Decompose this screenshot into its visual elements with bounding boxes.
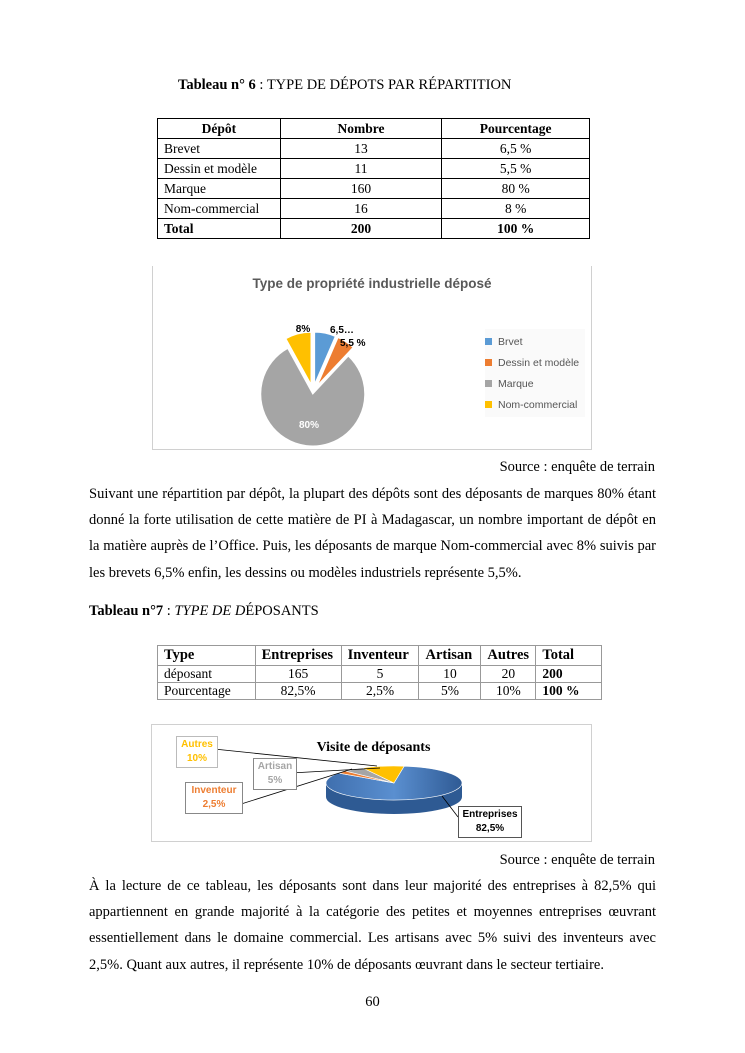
table-header: Type — [158, 646, 256, 666]
table6-caption: Tableau n° 6 : TYPE DE DÉPOTS PAR RÉPARTITION — [178, 77, 512, 93]
table-header: Entreprises — [255, 646, 341, 666]
table-cell: 6,5 % — [442, 139, 590, 159]
legend-item: Nom-commercial — [485, 394, 585, 415]
table-cell: 13 — [280, 139, 442, 159]
chart1-title: Type de propriété industrielle déposé — [252, 276, 492, 291]
table-cell: 5% — [419, 683, 481, 700]
table-cell: 5,5 % — [442, 159, 590, 179]
table-cell: Total — [158, 219, 281, 239]
table-cell: Brevet — [158, 139, 281, 159]
table-header: Dépôt — [158, 119, 281, 139]
table-cell: Pourcentage — [158, 683, 256, 700]
table-row — [158, 159, 590, 179]
table-cell: 160 — [280, 179, 442, 199]
callout-inventeur: Inventeur 2,5% — [185, 782, 243, 814]
table-row — [158, 199, 590, 219]
table7 — [157, 645, 602, 700]
callout-entreprises: Entreprises 82,5% — [458, 806, 522, 838]
table-header: Pourcentage — [442, 119, 590, 139]
table-cell: 2,5% — [341, 683, 419, 700]
table-header-row — [158, 119, 590, 139]
pie-data-label: 80% — [299, 420, 320, 431]
table-row — [158, 683, 602, 700]
table-header: Total — [536, 646, 602, 666]
table-header: Inventeur — [341, 646, 419, 666]
table-cell: 10 — [419, 666, 481, 683]
table-cell: 5 — [341, 666, 419, 683]
source-note: Source : enquête de terrain — [499, 852, 655, 868]
table-cell: 11 — [280, 159, 442, 179]
table-cell: 8 % — [442, 199, 590, 219]
table-header: Nombre — [280, 119, 442, 139]
pie-data-label: 5,5 % — [340, 338, 366, 349]
paragraph: Suivant une répartition par dépôt, la plupart des dépôts sont des déposants de marques 80% étant donné la forte utilisation de cette matière de PI à Madagascar, un nombre important de dépôt en la matière auprès de l’Office. Puis, les déposants de marque Nom-commercial avec 8% suivis par les brevets 6,5% enfin, les dessins ou modèles industriels représente 5,5%. — [89, 486, 656, 581]
table-cell: 82,5% — [255, 683, 341, 700]
table-row — [158, 179, 590, 199]
legend-item: Brvet — [485, 331, 585, 352]
paragraph: À la lecture de ce tableau, les déposants sont dans leur majorité des entreprises à 82,5% qui appartiennent en grande majorité à la catégorie des petites et moyennes entreprises œuvrant essentiellement dans le domaine commercial. Les artisans avec 5% suivi des inventeurs avec 2,5%. Quant aux autres, il représente 10% de déposants œuvrant dans le secteur tertiaire. — [89, 878, 656, 973]
pie-data-label: 6,5… — [330, 325, 354, 336]
table-cell: 100 % — [536, 683, 602, 700]
chart1-legend — [485, 329, 585, 417]
legend-item: Dessin et modèle — [485, 352, 585, 373]
table-cell: 16 — [280, 199, 442, 219]
pie-data-label: 8% — [295, 324, 311, 335]
table-cell: déposant — [158, 666, 256, 683]
table-cell: 10% — [481, 683, 536, 700]
chart-visite-deposants — [151, 724, 592, 842]
table-cell: 80 % — [442, 179, 590, 199]
table-cell: Dessin et modèle — [158, 159, 281, 179]
source-note: Source : enquête de terrain — [499, 459, 655, 475]
page-number: 60 — [365, 994, 380, 1010]
table7-caption: Tableau n°7 : TYPE DE DÉPOSANTS — [89, 603, 319, 619]
table-cell: 200 — [280, 219, 442, 239]
table-cell: 165 — [255, 666, 341, 683]
table-cell: 200 — [536, 666, 602, 683]
table-cell: Nom-commercial — [158, 199, 281, 219]
table-header-row — [158, 646, 602, 666]
callout-artisan: Artisan 5% — [253, 758, 297, 790]
pie-slice-marque — [261, 348, 365, 446]
chart-type-propriete — [152, 266, 592, 450]
table-cell: 100 % — [442, 219, 590, 239]
table-header: Autres — [481, 646, 536, 666]
table-row — [158, 139, 590, 159]
table-total-row — [158, 219, 590, 239]
table-header: Artisan — [419, 646, 481, 666]
table-cell: 20 — [481, 666, 536, 683]
chart2-title: Visite de déposants — [316, 740, 431, 755]
table6 — [157, 118, 590, 239]
table-cell: Marque — [158, 179, 281, 199]
callout-autres: Autres 10% — [176, 736, 218, 768]
table-row — [158, 666, 602, 683]
legend-item: Marque — [485, 373, 585, 394]
